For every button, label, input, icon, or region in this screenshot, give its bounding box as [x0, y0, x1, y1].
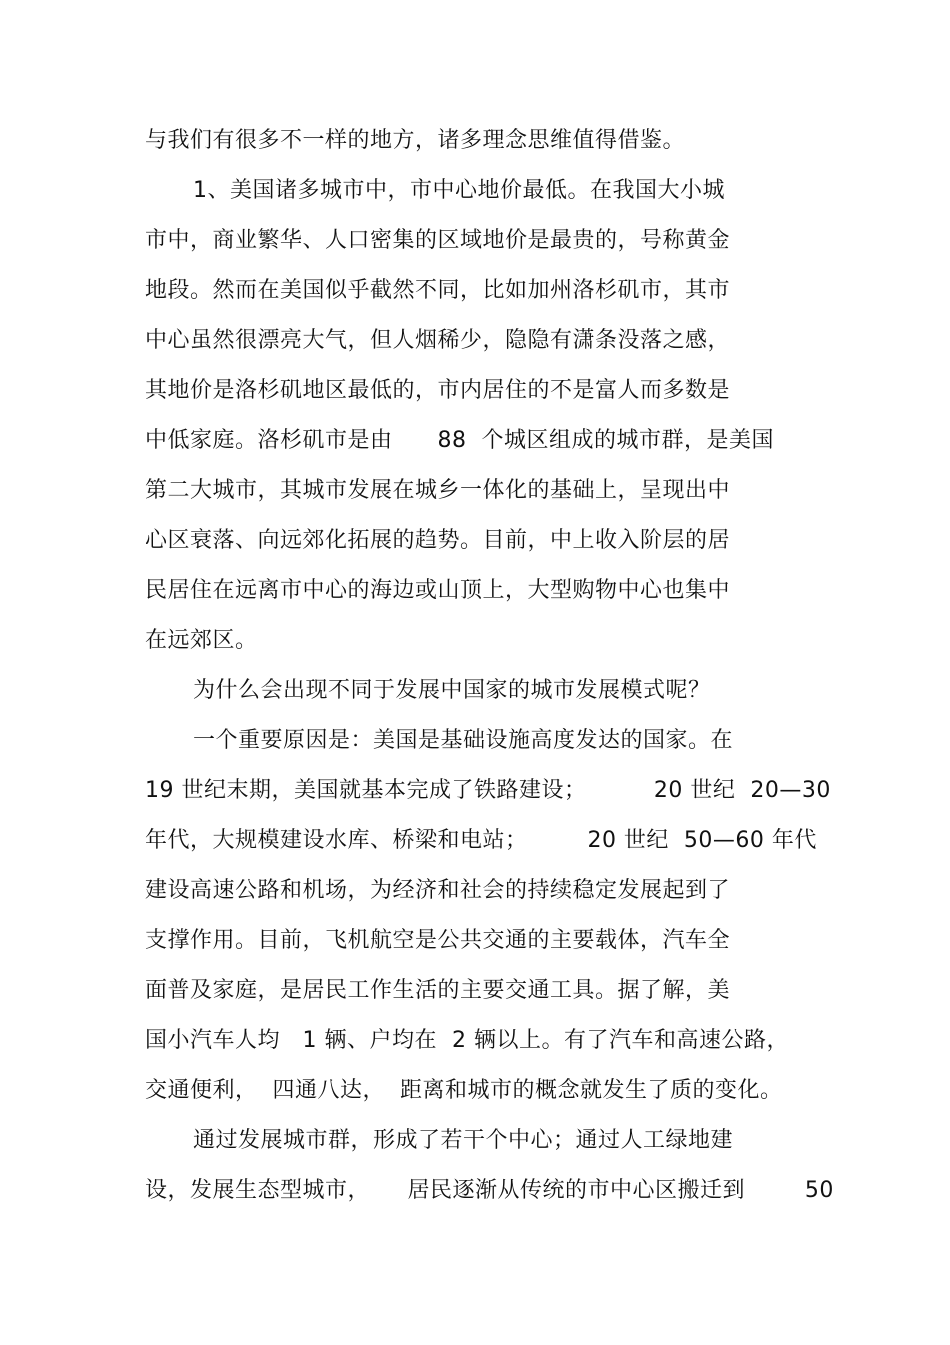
text-line: 设，发展生态型城市， 居民逐渐从传统的市中心区搬迁到 50	[145, 1178, 834, 1203]
text-line: 心区衰落、向远郊化拓展的趋势。目前，中上收入阶层的居	[145, 528, 731, 553]
text-line: 第二大城市，其城市发展在城乡一体化的基础上，呈现出中	[145, 478, 731, 503]
text-line: 中低家庭。洛杉矶市是由 88 个城区组成的城市群，是美国	[145, 428, 774, 453]
text-line: 交通便利， 四通八达， 距离和城市的概念就发生了质的变化。	[145, 1078, 783, 1103]
text-line: 地段。然而在美国似乎截然不同，比如加州洛杉矶市，其市	[145, 278, 731, 303]
text-line: 民居住在远离市中心的海边或山顶上，大型购物中心也集中	[145, 578, 731, 603]
text-line: 1、美国诸多城市中，市中心地价最低。在我国大小城	[193, 178, 725, 203]
text-line: 面普及家庭，是居民工作生活的主要交通工具。据了解，美	[145, 978, 731, 1003]
text-line: 一个重要原因是：美国是基础设施高度发达的国家。在	[193, 728, 734, 753]
text-line: 其地价是洛杉矶地区最低的，市内居住的不是富人而多数是	[145, 378, 731, 403]
text-line: 支撑作用。目前，飞机航空是公共交通的主要载体，汽车全	[145, 928, 731, 953]
text-line: 国小汽车人均 1 辆、户均在 2 辆以上。有了汽车和高速公路，	[145, 1028, 789, 1053]
text-line: 在远郊区。	[145, 628, 258, 653]
text-line: 建设高速公路和机场，为经济和社会的持续稳定发展起到了	[145, 878, 731, 903]
text-line: 19 世纪末期，美国就基本完成了铁路建设； 20 世纪 20—30	[145, 778, 831, 803]
text-line: 为什么会出现不同于发展中国家的城市发展模式呢？	[193, 678, 711, 703]
text-line: 中心虽然很漂亮大气，但人烟稀少，隐隐有潇条没落之感，	[145, 328, 731, 353]
text-line: 通过发展城市群，形成了若干个中心；通过人工绿地建	[193, 1128, 734, 1153]
text-line: 年代，大规模建设水库、桥梁和电站； 20 世纪 50—60 年代	[145, 828, 817, 853]
text-line: 与我们有很多不一样的地方，诸多理念思维值得借鉴。	[145, 128, 686, 153]
text-line: 市中，商业繁华、人口密集的区域地价是最贵的，号称黄金	[145, 228, 731, 253]
